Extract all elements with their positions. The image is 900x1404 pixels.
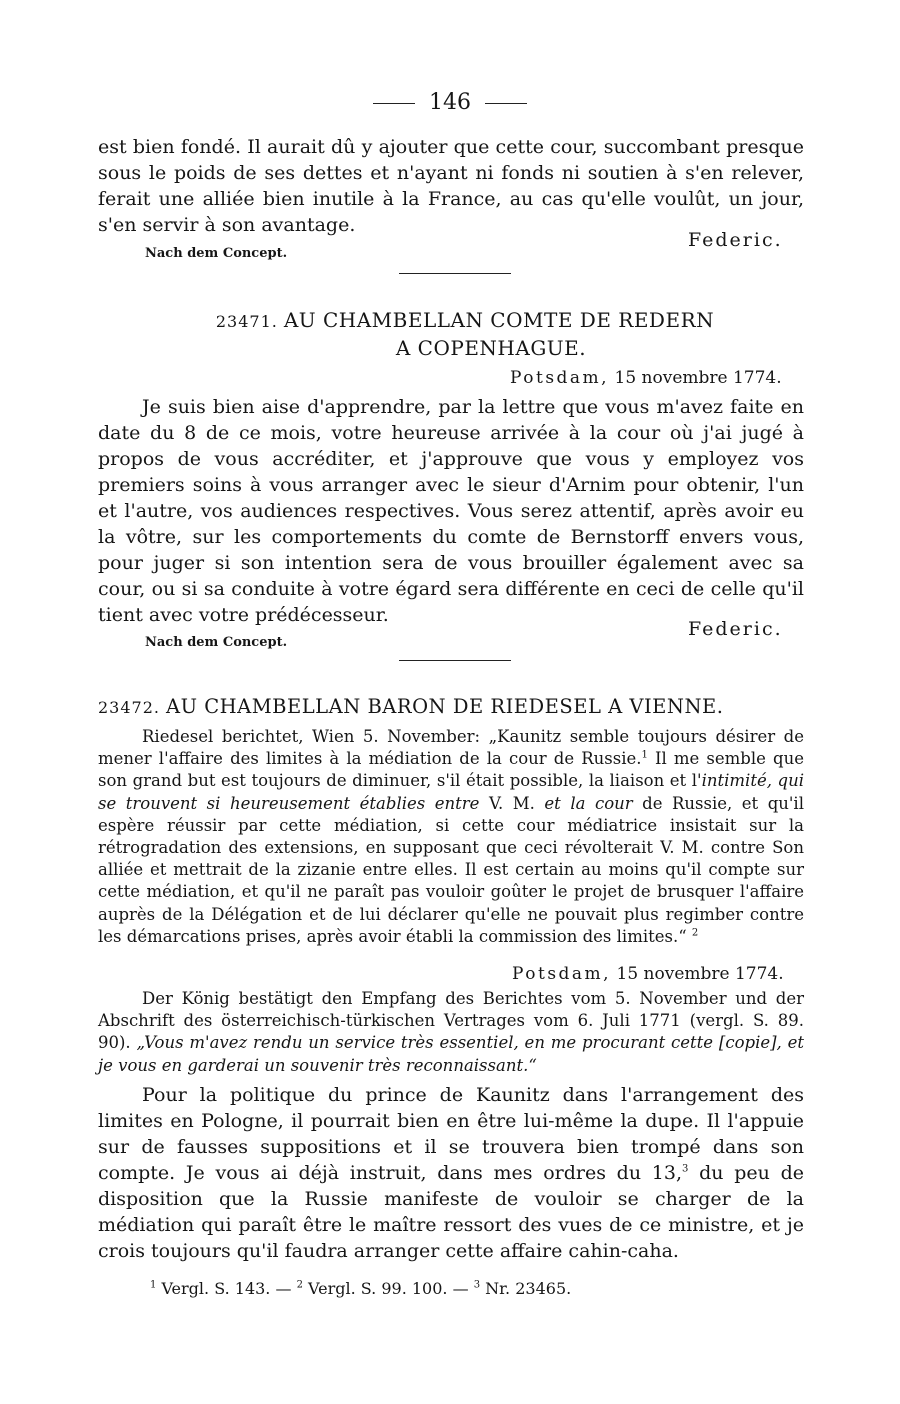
page-number: 146: [0, 88, 900, 118]
footnote-2: Vergl. S. 99. 100.: [308, 1279, 448, 1298]
letter-title-line2: A COPENHAGUE.: [395, 336, 587, 360]
letter-title-line1: AU CHAMBELLAN COMTE DE REDERN: [283, 308, 715, 332]
letter-number: 23471.: [215, 312, 278, 331]
footnote-1: Vergl. S. 143.: [161, 1279, 271, 1298]
date: 15 novembre 1774.: [614, 368, 782, 388]
footnotes: $^1$ Vergl. S. 143. — $^2$ Vergl. S. 99. 100. — $^3$ Nr. 23465.: [150, 1279, 572, 1298]
letter-title: AU CHAMBELLAN BARON DE RIEDESEL A VIENNE.: [165, 695, 724, 718]
place: Potsdam,: [510, 368, 610, 388]
letter-23471-heading: [98, 307, 804, 362]
footnote-3: Nr. 23465.: [485, 1279, 572, 1298]
letter-23472-body: Pour la politique du prince de Kaunitz dans l'arrangement des limites en Pologne, il pourrait bien en être lui-même la dupe. Il l'appuie sur de fausses suppositions et il se trouvera bien trompé dans son compte. Je vous ai déjà instruit, dans mes ordres du 13,$^3$ du peu de disposition que la Russie manifeste de vouloir se charger de la médiation qui paraît être le maître ressort des vues de ce ministre, et je crois toujours qu'il faudra arranger cette affaire cahin-caha.: [98, 1084, 804, 1262]
letter-23471-signature: Federic.: [688, 618, 783, 640]
letter-23471-body: Je suis bien aise d'apprendre, par la lettre que vous m'avez faite en date du 8 de ce mois, votre heureuse arrivée à la cour où j'ai jugé à propos de vous accréditer, et j'approuve que vous y employez vos premiers soins à vous arranger avec le sieur d'Arnim pour obtenir, l'un et l'autre, vos audiences respectives. Vous serez attentif, après avoir eu la vôtre, sur les comportements du comte de Bernstorff envers vous, pour juger si son intention sera de vous brouiller également avec sa cour, ou si sa conduite à votre égard sera différente en ceci de celle qu'il tient avec votre prédécesseur.: [98, 396, 804, 626]
acknowledgement-note: Der König bestätigt den Empfang des Berichtes vom 5. November und der Abschrift des österreichisch-türkischen Vertrages vom 6. Juli 1771 (vergl. S. 89. 90). „Vous m'avez rendu un service très essentiel, en me procurant cette [copie], et je vous en garderai un souvenir très reconnaissant.“: [98, 989, 805, 1075]
top-source-note: Nach dem Concept.: [145, 246, 288, 261]
letter-23471-source-note: Nach dem Concept.: [145, 635, 288, 650]
top-signature: Federic.: [688, 229, 783, 251]
date: 15 novembre 1774.: [616, 964, 784, 984]
letter-23472-dateline: [512, 962, 784, 986]
section-divider-1: [399, 273, 511, 274]
rule-left: [373, 103, 415, 104]
riedesel-report: Riedesel berichtet, Wien 5. November: „Kaunitz semble toujours désirer de mener l'affaire des limites à la médiation de la cour de Russie.$^1$ Il me semble que son grand but est toujours de diminuer, s'il était possible, la liaison et l'intimité, qui se trouvent si heureusement établies entre V. M. et la cour de Russie, et qu'il espère réussir par cette médiation, si cette cour médiatrice insistait sur la rétrogradation des extensions, en supposant que ceci révolterait V. M. contre Son alliée et mettrait de la zizanie entre elles. Il est certain au moins qu'il compte sur cette médiation, et qu'il ne paraît pas vouloir goûter le projet de brusquer l'affaire auprès de la Délégation et de lui déclarer qu'elle ne pouvait plus regimber contre les démarcations prises, après avoir établi la commission des limites.“ $^2$: [98, 727, 804, 946]
top-paragraph: est bien fondé. Il aurait dû y ajouter que cette cour, succombant presque sous le poids de ses dettes et n'ayant ni fonds ni soutien à s'en relever, ferait une alliée bien inutile à la France, au cas qu'elle voulût, un jour, s'en servir à son avantage.: [98, 136, 804, 236]
rule-right: [485, 103, 527, 104]
section-divider-2: [399, 660, 511, 661]
letter-number: 23472.: [98, 698, 160, 717]
place: Potsdam,: [512, 964, 612, 984]
letter-23471-dateline: [510, 366, 782, 390]
letter-23472-heading: [98, 693, 804, 721]
